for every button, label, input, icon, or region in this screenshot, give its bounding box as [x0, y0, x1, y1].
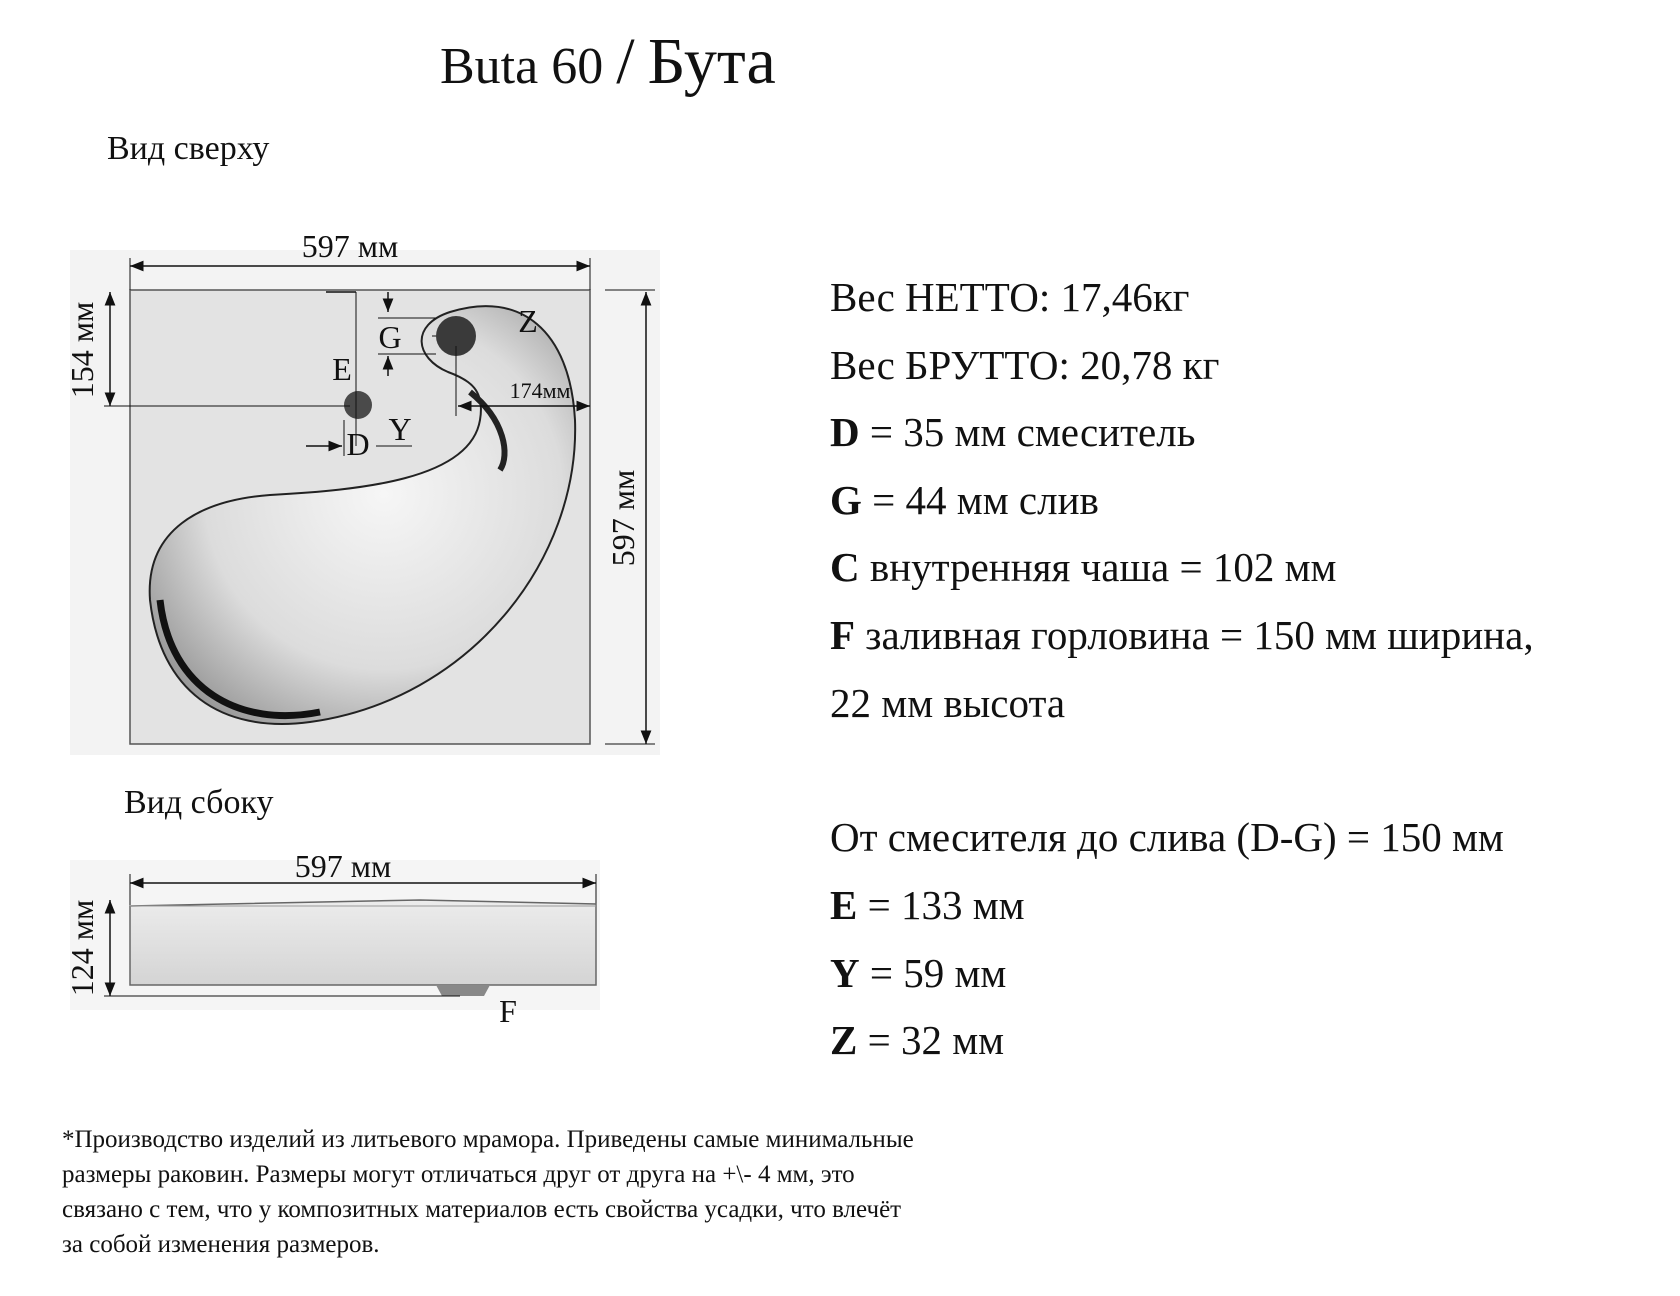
- spec-f: [830, 608, 1534, 662]
- side-width-label: 597 мм: [294, 848, 392, 884]
- spec-f-text: заливная горловина = 150 мм ширина,: [855, 612, 1534, 658]
- spec-f-continued: 22 мм высота: [830, 680, 1066, 726]
- spec-d-text: = 35 мм смеситель: [859, 409, 1196, 455]
- title-name: Бута: [647, 25, 776, 98]
- spec-c-key: C: [830, 544, 860, 590]
- spec-dg: От смесителя до слива (D-G) = 150 мм: [830, 814, 1504, 860]
- marker-F: F: [499, 993, 517, 1029]
- spec-c-text: внутренняя чаша = 102 мм: [859, 544, 1337, 590]
- marker-D: D: [346, 426, 370, 462]
- top-view-label: Вид сверху: [107, 130, 270, 167]
- spec-g-key: G: [830, 477, 862, 523]
- spec-y-text: = 59 мм: [859, 950, 1007, 996]
- side-view-label: Вид сбоку: [124, 784, 274, 821]
- spec-e-key: E: [830, 882, 858, 928]
- drain-neck: [436, 985, 490, 996]
- sink-side-body: [130, 900, 596, 985]
- marker-G: G: [378, 319, 402, 355]
- top-depth-label: 597 мм: [605, 469, 641, 567]
- footnote-line-4: за собой изменения размеров.: [62, 1231, 380, 1258]
- footnote-line-2: размеры раковин. Размеры могут отличаться друг от друга на +\- 4 мм, это: [62, 1161, 855, 1188]
- top-width-label: 597 мм: [301, 228, 399, 264]
- spec-z-key: Z: [830, 1017, 858, 1063]
- spec-g-text: = 44 мм слив: [861, 477, 1099, 523]
- marker-E: E: [332, 351, 352, 387]
- spec-y: [830, 946, 1006, 1000]
- spec-z-text: = 32 мм: [857, 1017, 1005, 1063]
- side-height-label: 124 мм: [64, 899, 100, 997]
- marker-Z: Z: [518, 303, 538, 339]
- title-model: Buta 60: [440, 38, 604, 95]
- spec-gross-weight: Вес БРУТТО: 20,78 кг: [830, 342, 1220, 388]
- title-separator: /: [616, 25, 635, 98]
- spec-e-text: = 133 мм: [857, 882, 1025, 928]
- spec-e: [830, 878, 1025, 932]
- spec-g: [830, 473, 1099, 527]
- marker-Y: Y: [388, 411, 412, 447]
- drain-dist-label: 174мм: [509, 378, 571, 403]
- spec-z: [830, 1013, 1004, 1067]
- footnote: [62, 1122, 1072, 1262]
- spec-net-weight: Вес НЕТТО: 17,46кг: [830, 274, 1190, 320]
- footnote-line-1: *Производство изделий из литьевого мрамора. Приведены самые минимальные: [62, 1126, 914, 1153]
- spec-d: [830, 405, 1195, 459]
- offset-label: 154 мм: [64, 301, 100, 399]
- faucet-hole: [344, 391, 372, 419]
- spec-y-key: Y: [830, 950, 860, 996]
- spec-f-key: F: [830, 612, 856, 658]
- spec-c: [830, 540, 1336, 594]
- spec-d-key: D: [830, 409, 860, 455]
- footnote-line-3: связано с тем, что у композитных материалов есть свойства усадки, что влечёт: [62, 1196, 902, 1223]
